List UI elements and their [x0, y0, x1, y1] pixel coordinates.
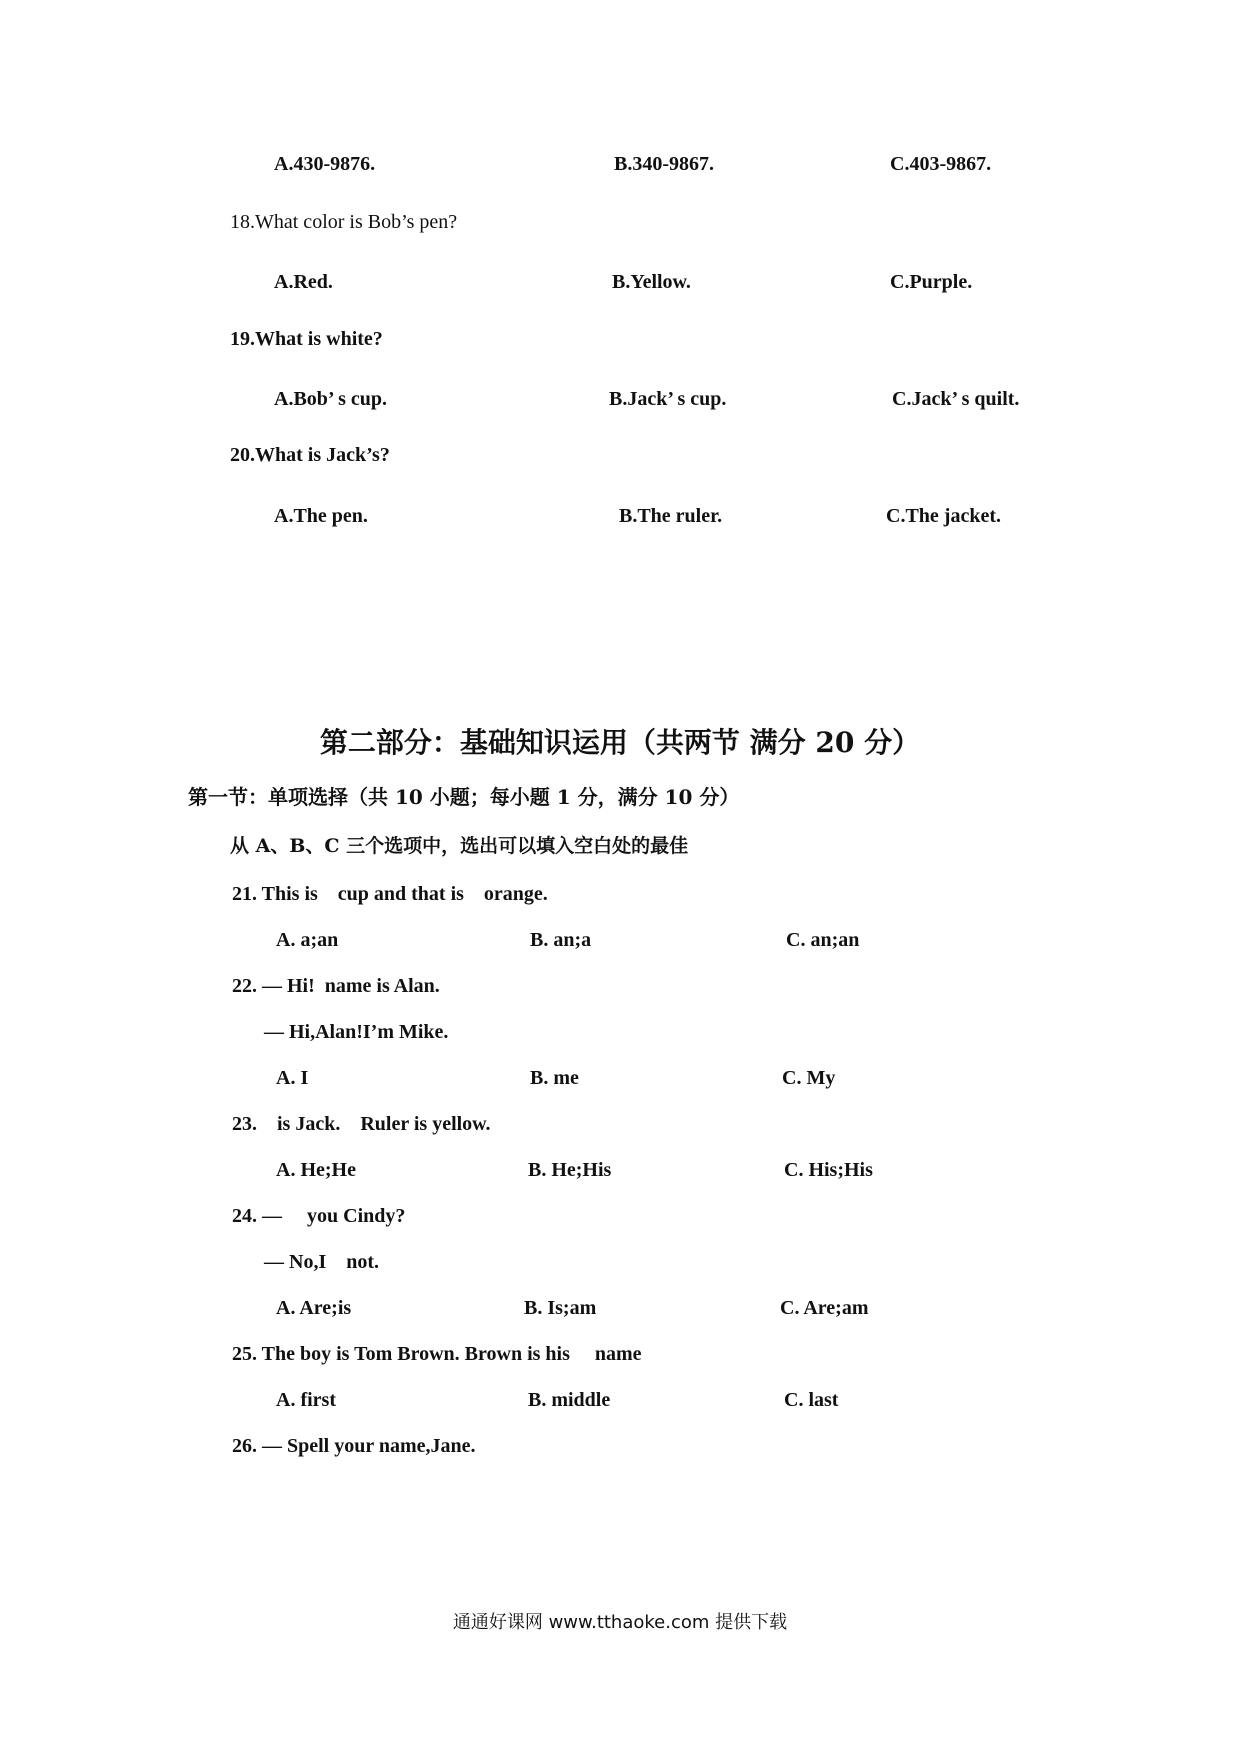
- q17-option-b: B.340-9867.: [614, 153, 714, 175]
- q24-option-a: A. Are;is: [276, 1297, 352, 1319]
- q22-option-c: C. My: [782, 1067, 836, 1089]
- q21-option-b: B. an;a: [530, 929, 592, 951]
- part2-title: 第二部分：基础知识运用（共两节 满分 20 分）: [319, 726, 921, 759]
- instruction-text: 从 A、B、C 三个选项中，选出可以填入空白处的最佳: [230, 835, 689, 857]
- q25-stem: 25. The boy is Tom Brown. Brown is his name: [232, 1343, 642, 1365]
- q17-option-a: A.430-9876.: [274, 153, 376, 175]
- q22-stem: 22. — Hi! name is Alan.: [232, 975, 440, 997]
- q18-option-c: C.Purple.: [890, 271, 973, 293]
- q22-option-b: B. me: [530, 1067, 579, 1089]
- q24-line2: — No,I not.: [264, 1251, 380, 1273]
- q25-option-b: B. middle: [528, 1389, 611, 1411]
- section1-title: 第一节：单项选择（共 10 小题；每小题 1 分，满分 10 分）: [188, 785, 740, 809]
- q19-option-c: C.Jack’ s quilt.: [892, 388, 1020, 410]
- q25-option-c: C. last: [784, 1389, 839, 1411]
- q18-stem: 18.What color is Bob’s pen?: [230, 211, 458, 233]
- q24-stem: 24. — you Cindy?: [232, 1205, 406, 1227]
- q20-option-b: B.The ruler.: [619, 505, 723, 527]
- q19-stem: 19.What is white?: [230, 328, 383, 350]
- q20-option-c: C.The jacket.: [886, 505, 1001, 527]
- q19-option-a: A.Bob’ s cup.: [274, 388, 387, 410]
- q17-option-c: C.403-9867.: [890, 153, 992, 175]
- q21-stem: 21. This is cup and that is orange.: [232, 883, 548, 905]
- q18-option-b: B.Yellow.: [612, 271, 691, 293]
- q22-line2: — Hi,Alan!I’m Mike.: [264, 1021, 449, 1043]
- q19-option-b: B.Jack’ s cup.: [609, 388, 727, 410]
- q21-option-a: A. a;an: [276, 929, 339, 951]
- q21-option-c: C. an;an: [786, 929, 860, 951]
- q22-option-a: A. I: [276, 1067, 309, 1089]
- q20-option-a: A.The pen.: [274, 505, 368, 527]
- q23-stem: 23. is Jack. Ruler is yellow.: [232, 1113, 491, 1135]
- footer-download-note: 通通好课网 www.tthaoke.com 提供下载: [452, 1612, 788, 1633]
- q18-option-a: A.Red.: [274, 271, 333, 293]
- q23-option-a: A. He;He: [276, 1159, 356, 1181]
- q25-option-a: A. first: [276, 1389, 336, 1411]
- q24-option-b: B. Is;am: [524, 1297, 597, 1319]
- q23-option-b: B. He;His: [528, 1159, 612, 1181]
- q24-option-c: C. Are;am: [780, 1297, 869, 1319]
- q26-stem: 26. — Spell your name,Jane.: [232, 1435, 476, 1457]
- q23-option-c: C. His;His: [784, 1159, 873, 1181]
- q20-stem: 20.What is Jack’s?: [230, 444, 390, 466]
